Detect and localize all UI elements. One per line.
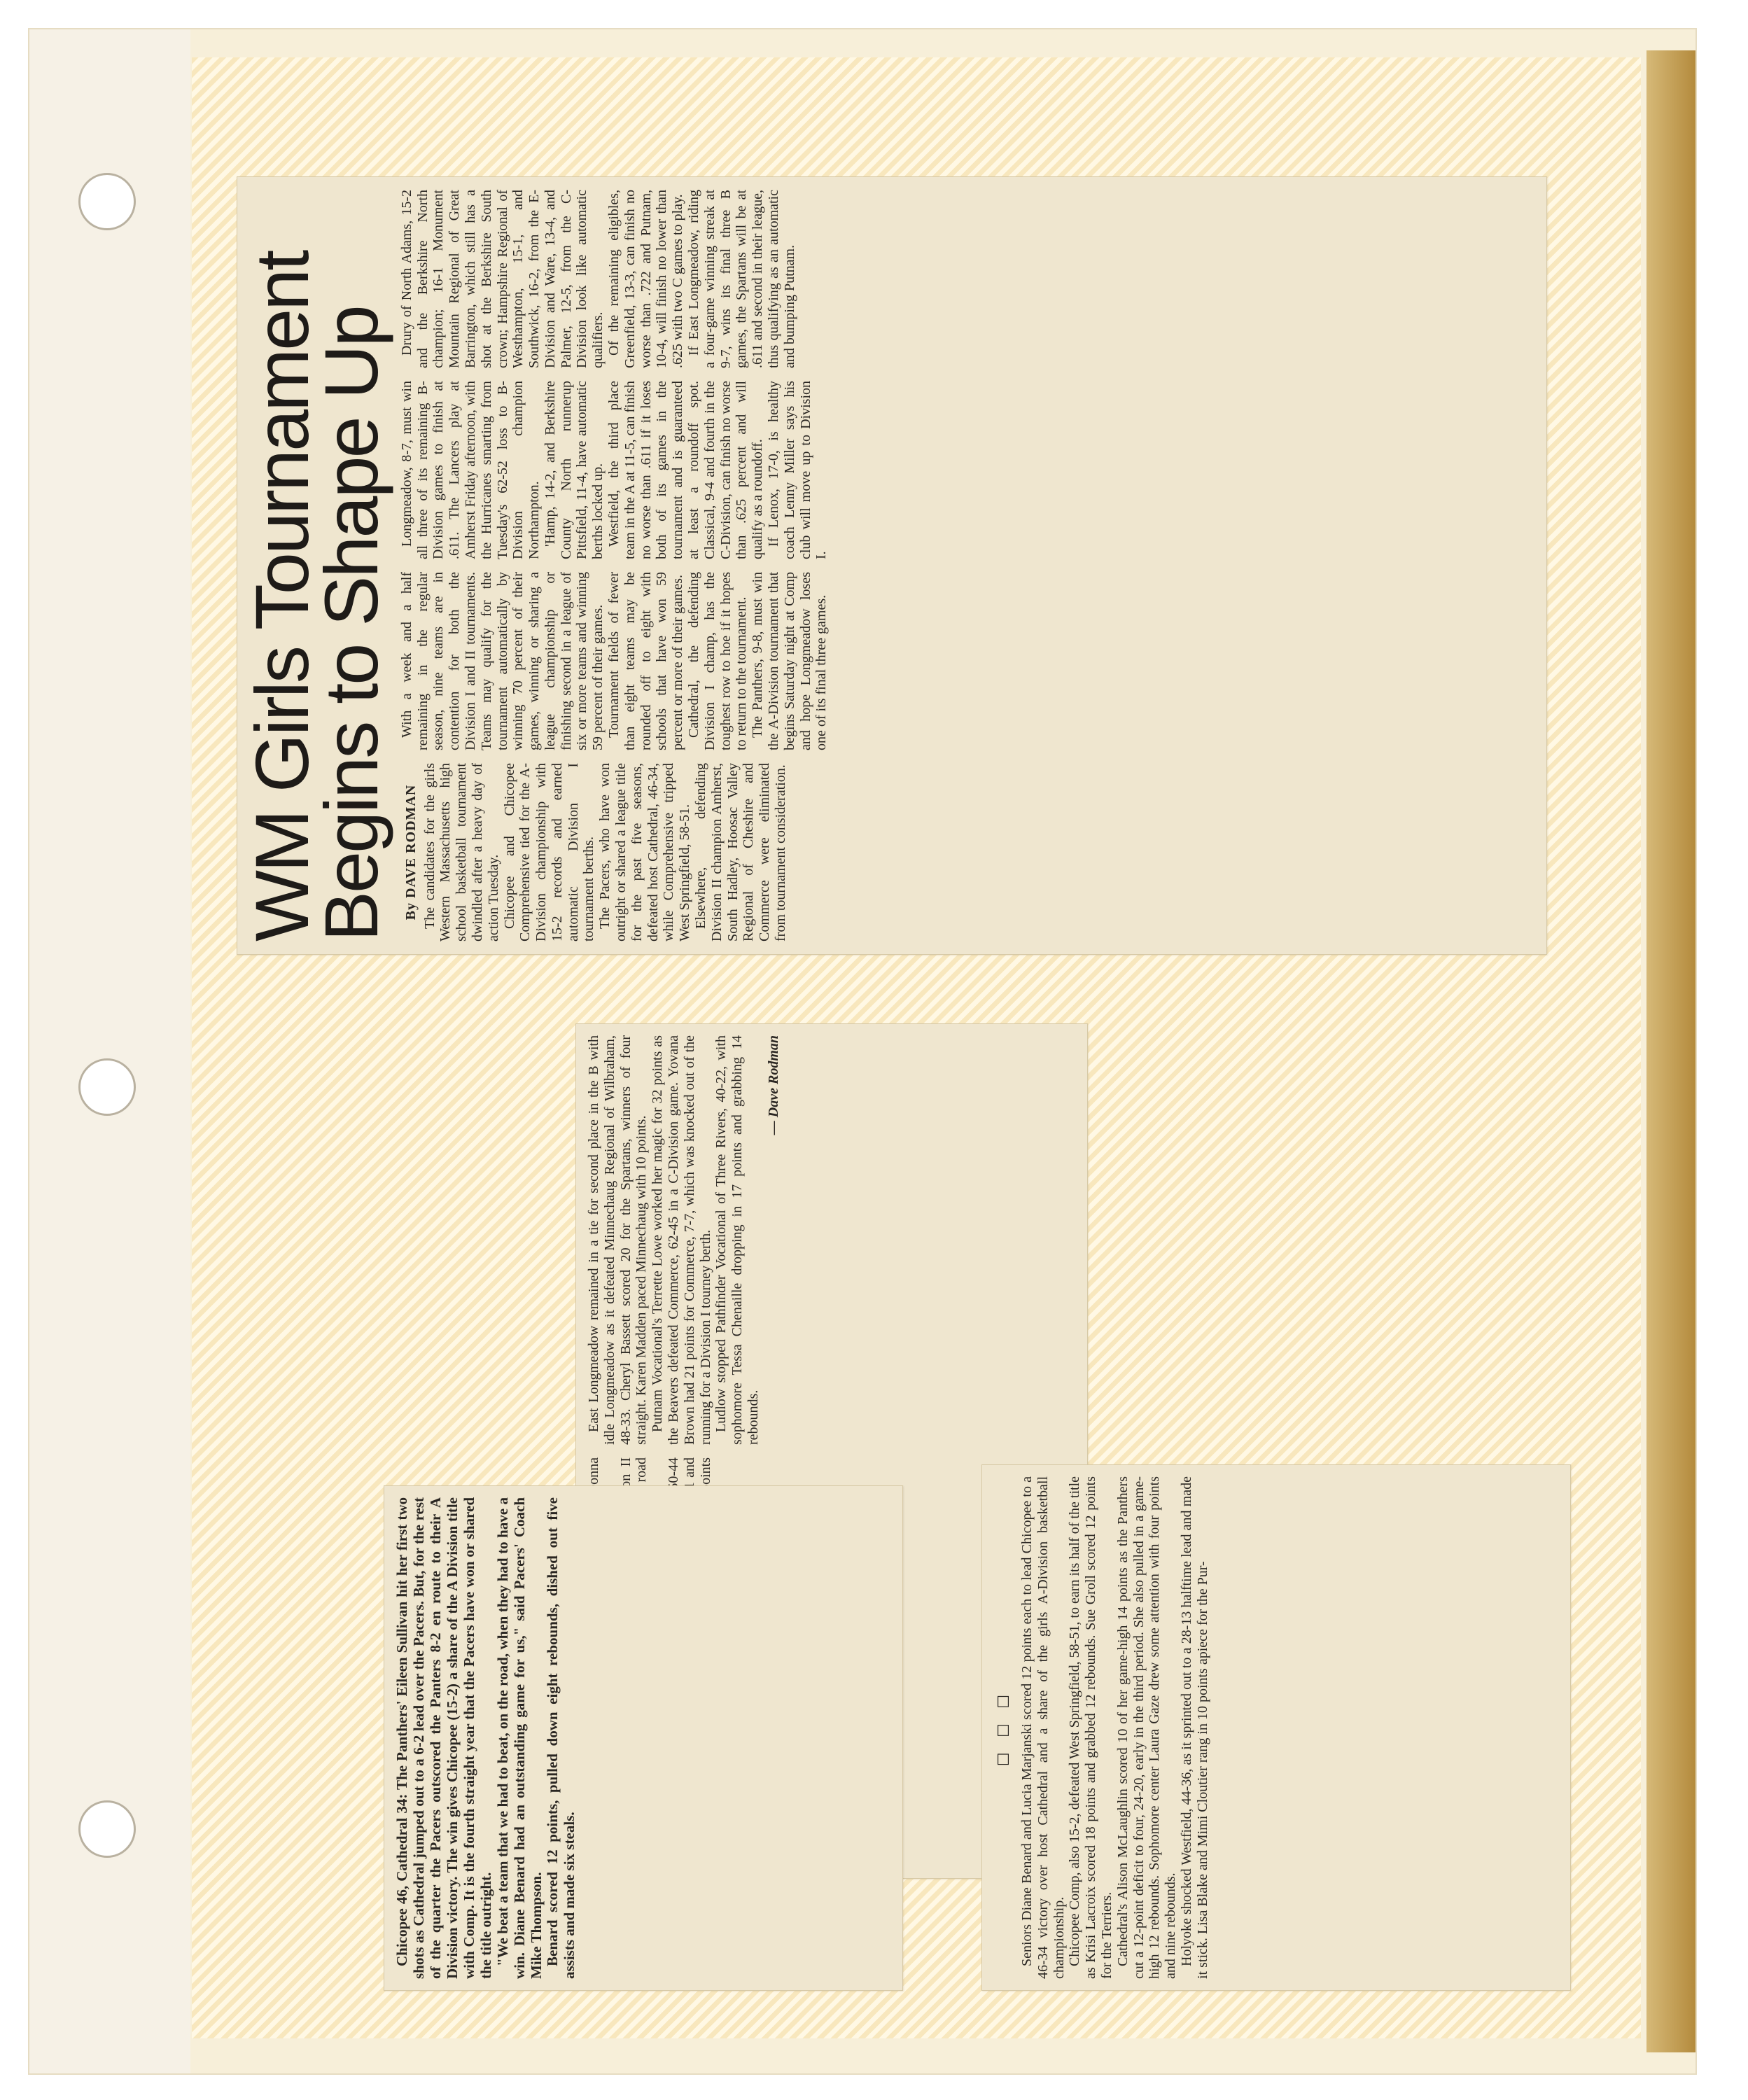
article-paragraph: With a week and a half remaining in the regular season, nine teams are in contention for both the Division I and II tournaments. Teams may qualify for the tournament automatically by winning 70 percent of their games, winning or sharing a league championship or finishing second in a league of six or more teams and winning 59 percent of their games. xyxy=(398,572,606,750)
article-columns xyxy=(399,190,830,941)
game-summary-clipping xyxy=(384,1485,903,1991)
article-paragraph: Longmeadow, 8-7, must win all three of its remaining B-Division games to finish at .611. The Lancers play at Amherst Friday afternoon, with the Hurricanes smarting from Tuesday's 62-52 loss to B-Division champion Northampton. xyxy=(398,381,543,559)
signature: — Dave Rodman xyxy=(765,1035,781,1135)
article-paragraph: The Panthers, 9-8, must win the A-Division tournament that begins Saturday night at Comp and hope Longmeadow loses one of its final three games. xyxy=(750,572,830,750)
summary-paragraph: Benard scored 12 points, pulled down eight rebounds, dished out five assists and made six steals. xyxy=(544,1497,578,1979)
scrapbook-page xyxy=(28,28,1697,2075)
article-paragraph: Elsewhere, defending Division II champion Amherst, South Hadley, Hoosac Valley Regional of Cheshire and Commerce were eliminated from tournament consideration. xyxy=(693,763,789,941)
headline-line1: WM Girls Tournament xyxy=(239,251,324,941)
punch-hole xyxy=(78,173,136,230)
notes-paragraph: Chicopee Comp, also 15-2, defeated West Springfield, 58-51, to earn its half of the title as Krisi Lacroix scored 18 points and grabbed 12 rebounds. Sue Groll scored 12 points for the Terriers. xyxy=(1067,1476,1115,1979)
article-paragraph: Chicopee and Chicopee Comprehensive tied for the A-Division championship with 15-2 records and earned automatic Division I tournament berths. xyxy=(501,763,597,941)
article-column xyxy=(399,763,830,941)
binder-margin xyxy=(29,29,190,2073)
article-rotated xyxy=(237,177,1546,954)
notes-column xyxy=(586,1035,782,1445)
notes-paragraph: Cathedral's Alison McLaughlin scored 10 of her game-high 14 points as the Panthers cut a 12-point deficit to four, 24-20, early in the third period. She also pulled in a game-high 12 rebounds. Sophomore center Laura Gaze drew some attention with four points and nine rebounds. xyxy=(1114,1476,1179,1979)
notes-paragraph: Seniors Diane Benard and Lucia Marjanski scored 12 points each to lead Chicopee to a 46-34 victory over host Cathedral and a share of the girls A-Division basketball championship. xyxy=(1019,1476,1067,1979)
summary-body: The Panthers' Eileen Sullivan hit her first two shots as Cathedral jumped out to a 6-2 lead over the Pacers. But, for the rest of the quarter the Pacers outscored the Panters 8-2 en route to their A Division victory. The win gives Chicopee (15-2) a share of the A Division title with Comp. It is the fourth straight year that the Pacers have won or shared the title outright. xyxy=(393,1497,494,1979)
notes-clipping-lower xyxy=(981,1464,1571,1991)
page-edge xyxy=(1646,50,1695,2052)
summary-paragraph xyxy=(394,1497,495,1979)
article-column xyxy=(399,190,830,368)
headline-line2: Begins to Shape Up xyxy=(309,307,394,941)
article-clipping xyxy=(237,176,1547,955)
article-paragraph: If East Longmeadow, riding a four-game winning streak at 9-7, wins its final three B games, the Spartans will be at .611 and second in their league, thus qualifying as an automatic and bumping Putnam. xyxy=(686,190,797,368)
article-paragraph: If Lenox, 17-0, is healthy coach Lenny Miller says his club will move up to Division I. xyxy=(766,381,830,559)
notes-paragraph: Putnam Vocational's Terrette Lowe worked her magic for 32 points as the Beavers defeated Commerce, 62-45 in a C-Division game. Yovana Brown had 21 points for Commerce, 7-7, which was knocked out of the running for a Division I tourney berth. xyxy=(650,1035,713,1445)
notes-lower-text xyxy=(995,1476,1211,1979)
article-headline xyxy=(239,190,394,941)
article-paragraph: Of the remaining eligibles, Greenfield, 13-3, can finish no worse than .722 and Putnam, 10-4, will finish no lower than .625 with two C games to play. xyxy=(606,190,686,368)
article-column xyxy=(399,381,830,559)
punch-hole xyxy=(78,1800,136,1858)
punch-hole xyxy=(78,1058,136,1116)
notes-paragraph: Holyoke shocked Westfield, 44-36, as it sprinted out to a 28-13 halftime lead and made it stick. Lisa Blake and Mimi Cloutier rang in 10 points apiece for the Pur- xyxy=(1179,1476,1210,1979)
summary-paragraph: "We beat a team that we had to beat, on the road, when they had to have a win. Diane Benard had an outstanding game for us," said Pacers' Coach Mike Thompson. xyxy=(494,1497,545,1979)
article-paragraph: Westfield, the third place team in the A at 11-5, can finish no worse than .611 if it loses both of its games in the tournament and is guaranteed at least a roundoff spot. Classical, 9-4 and fourth in the C-Division, can finish no worse than .625 percent and will qualify as a roundoff. xyxy=(606,381,766,559)
article-paragraph: The candidates for the girls Western Massachusetts high school basketball tournament dwindled after a heavy day of action Tuesday. xyxy=(421,763,501,941)
byline: By DAVE RODMAN xyxy=(403,784,419,920)
game-summary-text xyxy=(394,1497,578,1979)
article-paragraph: Cathedral, the defending Division I champ, has the toughest row to hoe if it hopes to return to the tournament. xyxy=(686,572,750,750)
article-paragraph: Tournament fields of fewer than eight teams may be rounded off to eight with schools that have won 59 percent or more of their games. xyxy=(606,572,686,750)
game-summary-rotated xyxy=(384,1486,902,1990)
notes-lower-rotated xyxy=(982,1465,1570,1990)
dingbat-separator: ☐ ☐ ☐ xyxy=(995,1688,1012,1767)
notes-paragraph: Ludlow stopped Pathfinder Vocational of Three Rivers, 40-22, with sophomore Tessa Chenaille dropping in 17 points and grabbing 14 rebounds. xyxy=(713,1035,761,1445)
notes-paragraph: East Longmeadow remained in a tie for second place in the B with idle Longmeadow as it defeated Minnechaug Regional of Wilbraham, 48-33. Cheryl Bassett scored 20 for the Spartans, winners of four straight. Karen Madden paced Minnechaug with 10 points. xyxy=(586,1035,650,1445)
article-paragraph: The Pacers, who have won outright or shared a league title for the past five seasons, defeated host Cathedral, 46-34, while Comprehensive tripped West Springfield, 58-51. xyxy=(597,763,693,941)
article-paragraph: 'Hamp, 14-2, and Berkshire County North runnerup Pittsfield, 11-4, have automatic berths locked up. xyxy=(542,381,606,559)
summary-lead: Chicopee 46, Cathedral 34: xyxy=(393,1793,410,1966)
article-paragraph: Drury of North Adams, 15-2 and the Berkshire North champion; 16-1 Monument Mountain Regional of Great Barrington, which still has a shot at the Berkshire South crown; Hampshire Regional of Westhampton, 15-1, and Southwick, 16-2, from the E-Division and Ware, 13-4, and Palmer, 12-5, from the C-Division look like automatic qualifiers. xyxy=(398,190,606,368)
article-column xyxy=(399,572,830,750)
